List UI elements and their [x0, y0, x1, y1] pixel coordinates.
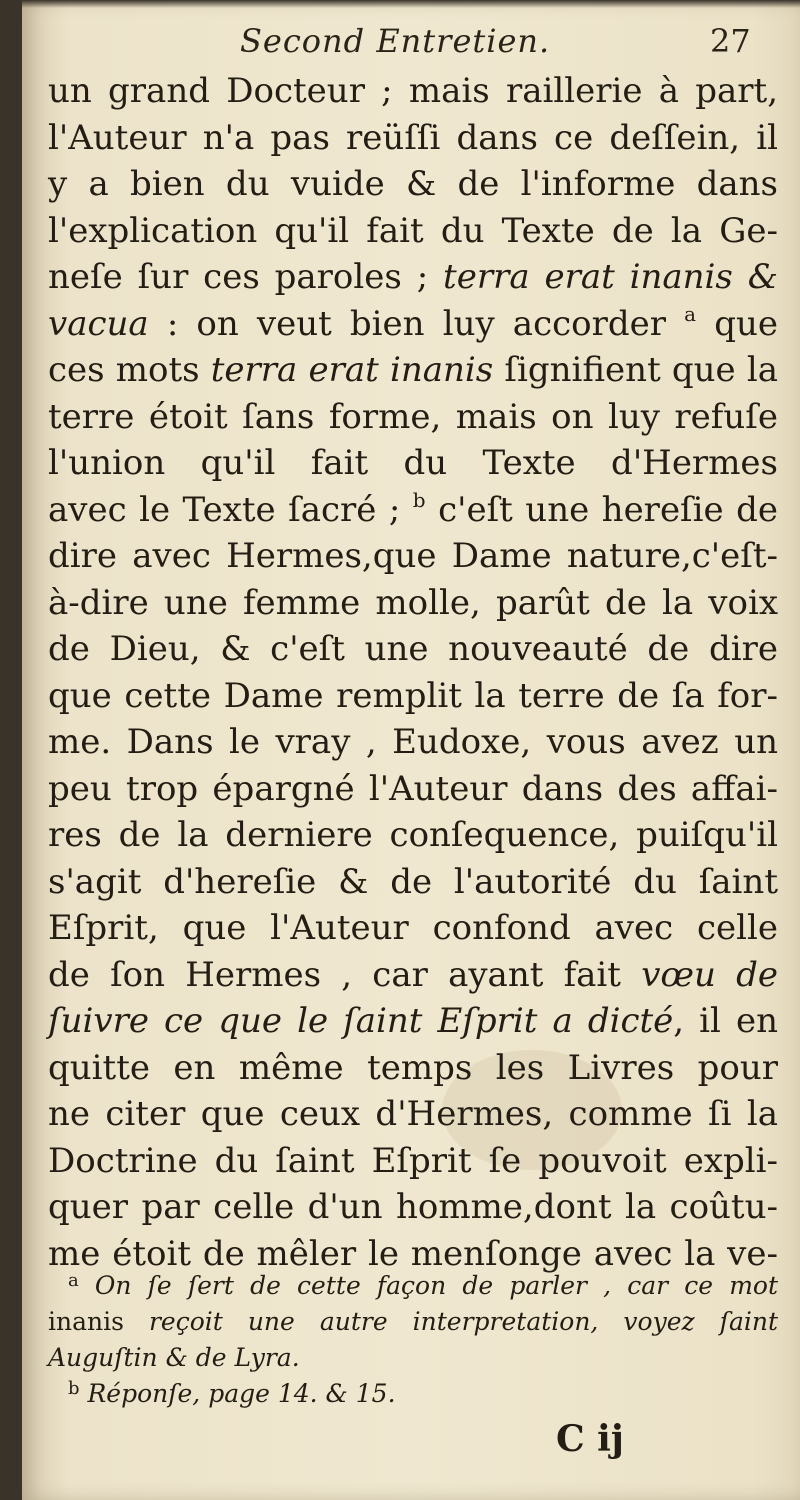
footnote-b-line — [48, 1376, 778, 1412]
footnote-a-text: On ſe ſert de cette façon de parler , car ce mot — [94, 1271, 778, 1300]
text-segment: terra erat inanis — [210, 350, 494, 390]
footnote-reference: b — [412, 487, 426, 512]
text-segment: un grand Docteur ; mais raillerie à part, — [48, 71, 778, 111]
text-line — [48, 812, 778, 859]
text-segment: quer par celle d'un homme,dont la coûtu- — [48, 1187, 778, 1227]
text-segment: Eſprit, que l'Auteur confond avec celle — [48, 908, 778, 948]
footnote-a-mark: a — [68, 1270, 79, 1291]
text-segment: ſuivre ce que le ſaint Eſprit a dicté — [48, 1001, 674, 1041]
footnote-a-text: Auguſtin & de Lyra. — [48, 1343, 300, 1372]
footnote-a-text: inanis — [48, 1307, 124, 1336]
text-segment: vœu de — [641, 954, 779, 995]
signature-mark: C ij — [556, 1418, 624, 1460]
footnote-b-text: Réponſe, page 14. & 15. — [87, 1379, 396, 1408]
text-line — [48, 766, 778, 813]
footnote-a-text: reçoit une autre interpretation, voyez ſaint — [123, 1307, 778, 1336]
text-segment: de Dieu, & c'eſt une nouveauté de dire — [48, 629, 778, 669]
text-line — [48, 626, 778, 673]
text-line — [48, 487, 778, 534]
text-line — [48, 859, 778, 906]
text-segment: c'eſt une hereſie de — [425, 489, 778, 530]
text-line — [48, 952, 778, 999]
text-segment: avec le Texte ſacré ; — [48, 489, 413, 530]
text-segment: terre étoit ſans forme, mais on luy refuſe — [48, 396, 778, 437]
footnote-reference: a — [684, 301, 697, 326]
text-line — [48, 347, 778, 394]
footnote-b-mark: b — [68, 1378, 80, 1399]
text-segment: ces mots — [48, 350, 211, 390]
page-header — [22, 22, 800, 72]
text-segment: l'explication qu'il fait du Texte de la Ge- — [48, 210, 778, 251]
text-segment: ſignifient que la — [493, 350, 778, 390]
text-segment: que cette Dame remplit la terre de ſa for- — [48, 675, 778, 716]
text-line — [48, 905, 778, 952]
text-line — [48, 68, 778, 115]
text-segment: dire avec Hermes,que Dame nature,c'eſt- — [48, 536, 778, 576]
text-line — [48, 719, 778, 766]
text-segment: Doctrine du ſaint Eſprit ſe pouvoit expli- — [48, 1140, 778, 1181]
text-line — [48, 533, 778, 580]
text-segment: neſe ſur ces paroles ; — [48, 257, 444, 297]
text-segment: y a bien du vuide & de l'informe dans — [48, 164, 778, 204]
text-line — [48, 998, 778, 1045]
body-text — [48, 68, 778, 1277]
text-line — [48, 115, 778, 162]
text-line — [48, 1045, 778, 1092]
text-segment: peu trop épargné l'Auteur dans des affai- — [48, 768, 778, 809]
text-line — [48, 301, 778, 348]
footnote-a-line — [48, 1304, 778, 1340]
text-segment: me. Dans le vray , Eudoxe, vous avez un — [48, 722, 778, 762]
text-segment: res de la derniere conſequence, puiſqu'il — [48, 815, 778, 855]
text-line — [48, 394, 778, 441]
text-segment: : on veut bien luy accorder — [148, 303, 685, 344]
running-head: Second Entretien. — [240, 22, 551, 60]
text-segment: l'Auteur n'a pas reüſſi dans ce deſſein, il — [48, 117, 778, 158]
book-page — [22, 0, 800, 1500]
footnote-a-line — [48, 1268, 778, 1304]
text-segment: me étoit de mêler le menſonge avec la ve- — [48, 1233, 778, 1274]
text-segment: s'agit d'hereſie & de l'autorité du ſaint — [48, 861, 778, 902]
text-line — [48, 208, 778, 255]
text-line — [48, 673, 778, 720]
text-line — [48, 580, 778, 627]
text-line — [48, 1138, 778, 1185]
text-segment: ne citer que ceux d'Hermes, comme ſi la — [48, 1094, 778, 1134]
text-line — [48, 161, 778, 208]
footnote-a-line — [48, 1340, 778, 1376]
text-segment: de ſon Hermes , car ayant fait — [48, 954, 642, 995]
text-segment: vacua — [48, 303, 149, 344]
text-segment: que — [696, 303, 779, 344]
text-line — [48, 1184, 778, 1231]
text-line — [48, 1091, 778, 1138]
text-line — [48, 440, 778, 487]
text-segment: l'union qu'il fait du Texte d'Hermes — [48, 443, 778, 483]
text-segment: quitte en même temps les Livres pour — [48, 1047, 778, 1088]
text-segment: , il en — [673, 1001, 778, 1041]
text-segment: terra erat inanis & — [443, 257, 779, 297]
page-top-edge — [22, 0, 800, 8]
text-line — [48, 254, 778, 301]
text-segment: à-dire une femme molle, parût de la voix — [48, 582, 778, 623]
page-number: 27 — [710, 22, 751, 60]
footnotes — [48, 1268, 778, 1412]
